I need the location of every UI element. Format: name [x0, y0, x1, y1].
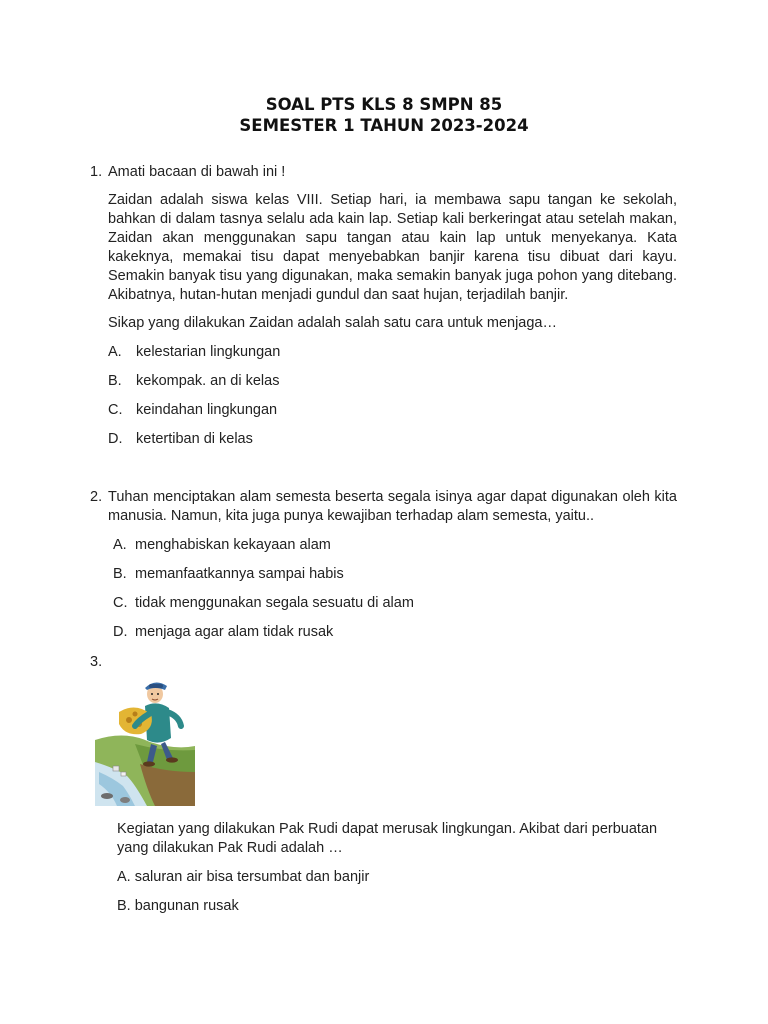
- option-text: bangunan rusak: [134, 898, 239, 914]
- option-letter: B.: [108, 373, 122, 389]
- option-text: tidak menggunakan segala sesuatu di alam: [135, 595, 414, 611]
- illustration-man-littering-river: [95, 680, 195, 806]
- option-text: saluran air bisa tersumbat dan banjir: [134, 869, 370, 885]
- question-text: Sikap yang dilakukan Zaidan adalah salah satu cara untuk menjaga…: [108, 315, 557, 331]
- question-number: 1.: [90, 164, 103, 180]
- question-intro: Amati bacaan di bawah ini !: [108, 164, 286, 180]
- option-letter: B.: [117, 898, 131, 914]
- option-letter: C.: [108, 402, 123, 418]
- answer-option[interactable]: [108, 372, 279, 391]
- option-letter: A.: [113, 537, 127, 553]
- option-text: menghabiskan kekayaan alam: [135, 537, 331, 553]
- option-letter: D.: [108, 431, 123, 447]
- answer-option[interactable]: [117, 868, 369, 887]
- title-line-1: SOAL PTS KLS 8 SMPN 85: [265, 95, 503, 114]
- answer-option[interactable]: [113, 565, 344, 584]
- option-letter: D.: [113, 624, 128, 640]
- option-letter: A.: [117, 869, 131, 885]
- answer-option[interactable]: [108, 343, 280, 362]
- option-letter: C.: [113, 595, 128, 611]
- question-text: Kegiatan yang dilakukan Pak Rudi dapat merusak lingkungan. Akibat dari perbuatan yang dilakukan Pak Rudi adalah …: [117, 821, 658, 856]
- reading-passage: Zaidan adalah siswa kelas VIII. Setiap hari, ia membawa sapu tangan ke sekolah, bahkan di dalam tasnya selalu ada kain lap. Setiap kali berkeringat atau setelah makan, Zaidan akan menggunakan sapu tangan atau kain lap untuk menyekanya. Kata kakeknya, memakai tisu dapat menyebabkan banjir karena tisu dibuat dari kayu. Semakin banyak tisu yang digunakan, maka semakin banyak juga pohon yang ditebang. Akibatnya, hutan-hutan menjadi gundul dan saat hujan, terjadilah banjir.: [108, 192, 677, 303]
- answer-option[interactable]: [113, 623, 333, 642]
- option-letter: B.: [113, 566, 127, 582]
- answer-option[interactable]: [117, 897, 239, 916]
- title-line-2: SEMESTER 1 TAHUN 2023-2024: [239, 116, 529, 135]
- option-text: menjaga agar alam tidak rusak: [135, 624, 334, 640]
- answer-option[interactable]: [108, 401, 277, 420]
- answer-option[interactable]: [113, 594, 414, 613]
- answer-option[interactable]: [108, 430, 253, 449]
- option-text: ketertiban di kelas: [136, 431, 253, 447]
- option-text: kekompak. an di kelas: [136, 373, 280, 389]
- option-text: memanfaatkannya sampai habis: [135, 566, 344, 582]
- option-letter: A.: [108, 344, 122, 360]
- question-number: 3.: [90, 654, 103, 670]
- question-text: Tuhan menciptakan alam semesta beserta segala isinya agar dapat digunakan oleh kita manusia. Namun, kita juga punya kewajiban terhadap alam semesta, yaitu..: [108, 489, 677, 524]
- option-text: kelestarian lingkungan: [136, 344, 281, 360]
- question-number: 2.: [90, 489, 103, 505]
- option-text: keindahan lingkungan: [136, 402, 278, 418]
- answer-option[interactable]: [113, 536, 331, 555]
- document-title: [0, 94, 768, 136]
